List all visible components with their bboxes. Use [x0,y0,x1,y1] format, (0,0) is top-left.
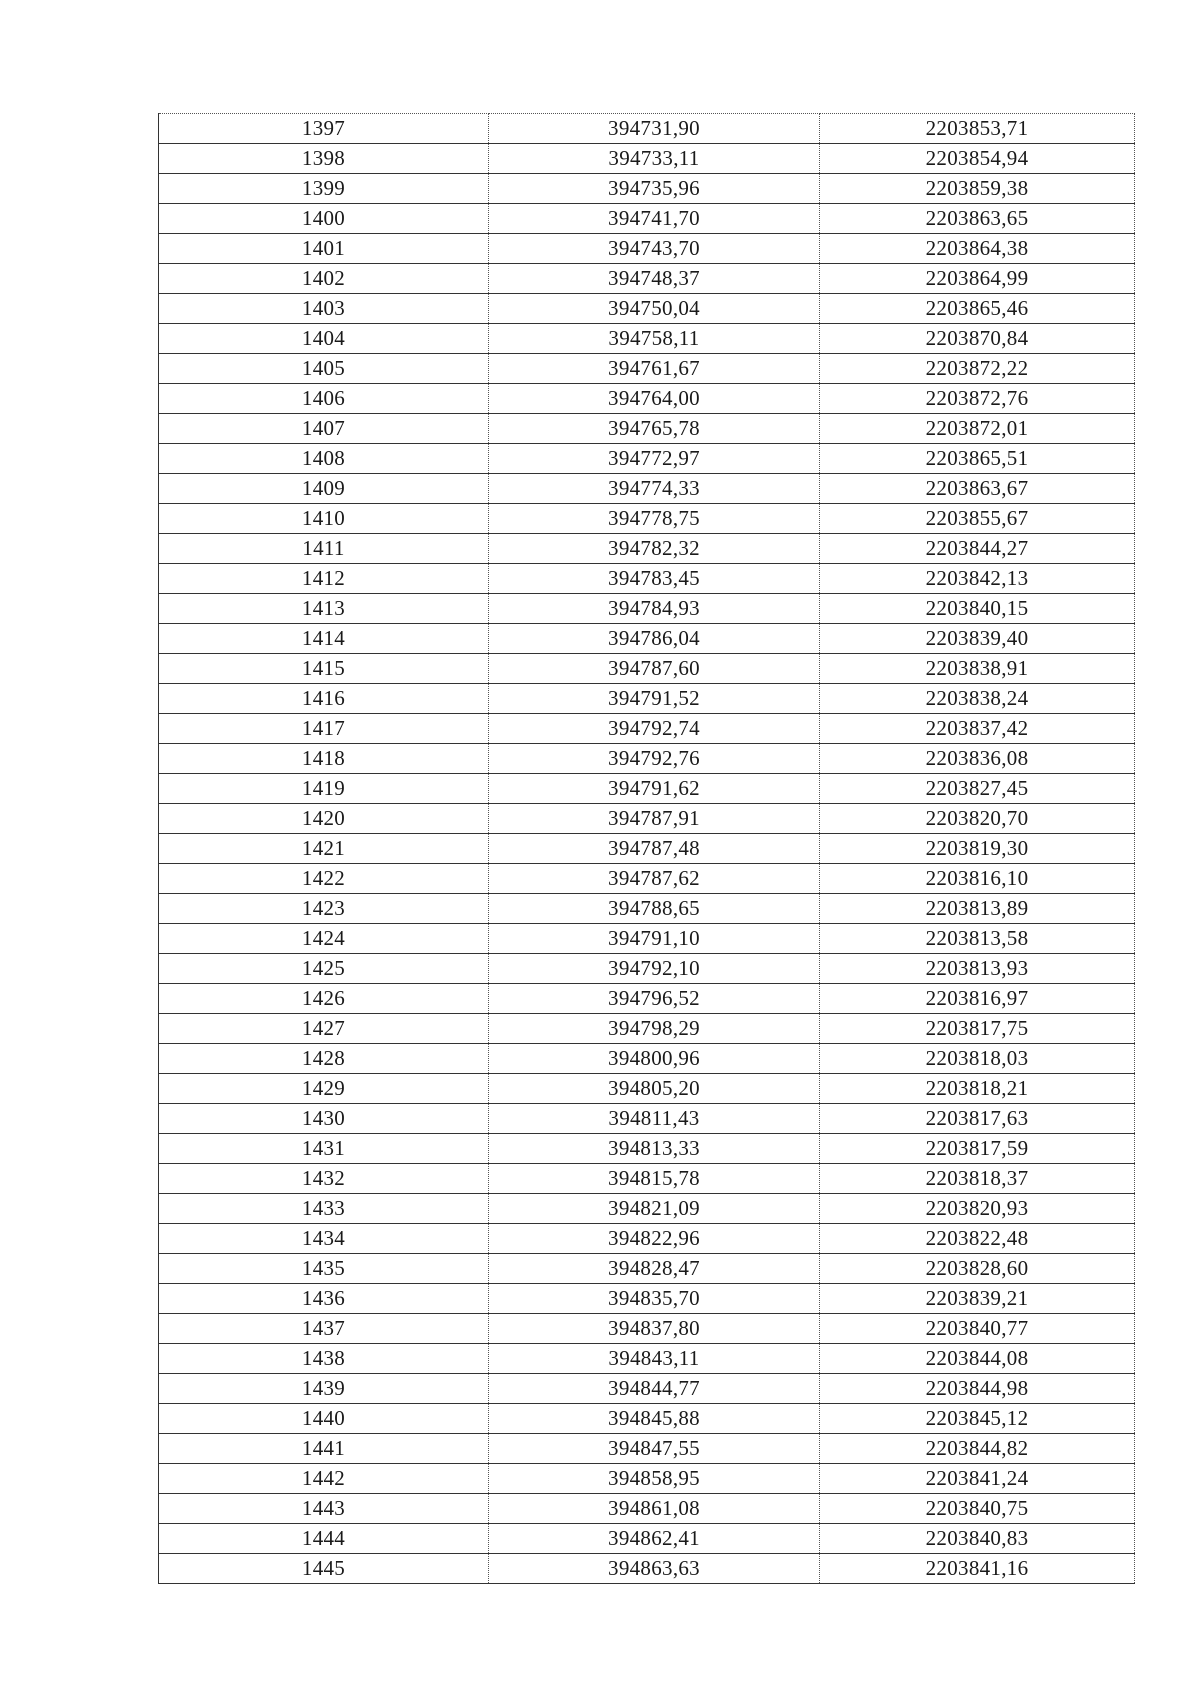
point-number-cell: 1441 [159,1434,489,1464]
x-coordinate-cell: 394792,10 [489,954,820,984]
point-number-cell: 1437 [159,1314,489,1344]
point-number-cell: 1421 [159,834,489,864]
y-coordinate-cell: 2203864,38 [820,234,1135,264]
y-coordinate-cell: 2203855,67 [820,504,1135,534]
table-row [159,864,1135,894]
point-number-cell: 1403 [159,294,489,324]
point-number-cell: 1442 [159,1464,489,1494]
table-row [159,1314,1135,1344]
x-coordinate-cell: 394765,78 [489,414,820,444]
x-coordinate-cell: 394798,29 [489,1014,820,1044]
y-coordinate-cell: 2203863,67 [820,474,1135,504]
point-number-cell: 1413 [159,594,489,624]
y-coordinate-cell: 2203818,21 [820,1074,1135,1104]
point-number-cell: 1409 [159,474,489,504]
x-coordinate-cell: 394787,62 [489,864,820,894]
point-number-cell: 1427 [159,1014,489,1044]
table-row [159,654,1135,684]
table-row [159,804,1135,834]
point-number-cell: 1414 [159,624,489,654]
point-number-cell: 1433 [159,1194,489,1224]
point-number-cell: 1404 [159,324,489,354]
y-coordinate-cell: 2203818,37 [820,1164,1135,1194]
x-coordinate-cell: 394863,63 [489,1554,820,1584]
table-row [159,1164,1135,1194]
table-row [159,354,1135,384]
point-number-cell: 1438 [159,1344,489,1374]
x-coordinate-cell: 394784,93 [489,594,820,624]
y-coordinate-cell: 2203816,97 [820,984,1135,1014]
point-number-cell: 1419 [159,774,489,804]
x-coordinate-cell: 394813,33 [489,1134,820,1164]
x-coordinate-cell: 394741,70 [489,204,820,234]
x-coordinate-cell: 394828,47 [489,1254,820,1284]
y-coordinate-cell: 2203864,99 [820,264,1135,294]
table-row [159,504,1135,534]
x-coordinate-cell: 394772,97 [489,444,820,474]
x-coordinate-cell: 394837,80 [489,1314,820,1344]
y-coordinate-cell: 2203863,65 [820,204,1135,234]
point-number-cell: 1400 [159,204,489,234]
y-coordinate-cell: 2203828,60 [820,1254,1135,1284]
table-row [159,474,1135,504]
x-coordinate-cell: 394731,90 [489,114,820,144]
y-coordinate-cell: 2203839,21 [820,1284,1135,1314]
y-coordinate-cell: 2203844,98 [820,1374,1135,1404]
point-number-cell: 1435 [159,1254,489,1284]
table-row [159,234,1135,264]
y-coordinate-cell: 2203836,08 [820,744,1135,774]
x-coordinate-cell: 394805,20 [489,1074,820,1104]
point-number-cell: 1422 [159,864,489,894]
table-row [159,174,1135,204]
table-row [159,1044,1135,1074]
y-coordinate-cell: 2203841,24 [820,1464,1135,1494]
x-coordinate-cell: 394821,09 [489,1194,820,1224]
point-number-cell: 1428 [159,1044,489,1074]
y-coordinate-cell: 2203840,83 [820,1524,1135,1554]
point-number-cell: 1431 [159,1134,489,1164]
y-coordinate-cell: 2203817,63 [820,1104,1135,1134]
y-coordinate-cell: 2203840,15 [820,594,1135,624]
table-row [159,984,1135,1014]
y-coordinate-cell: 2203838,24 [820,684,1135,714]
table-row [159,1224,1135,1254]
point-number-cell: 1418 [159,744,489,774]
x-coordinate-cell: 394835,70 [489,1284,820,1314]
table-row [159,564,1135,594]
y-coordinate-cell: 2203845,12 [820,1404,1135,1434]
table-row [159,324,1135,354]
point-number-cell: 1432 [159,1164,489,1194]
table-row [159,444,1135,474]
point-number-cell: 1425 [159,954,489,984]
table-row [159,774,1135,804]
table-row [159,114,1135,144]
x-coordinate-cell: 394758,11 [489,324,820,354]
table-row [159,1434,1135,1464]
y-coordinate-cell: 2203820,70 [820,804,1135,834]
table-row [159,1284,1135,1314]
table-row [159,924,1135,954]
coordinates-table-body [159,114,1135,1584]
table-row [159,744,1135,774]
point-number-cell: 1440 [159,1404,489,1434]
x-coordinate-cell: 394788,65 [489,894,820,924]
x-coordinate-cell: 394862,41 [489,1524,820,1554]
table-row [159,1194,1135,1224]
point-number-cell: 1406 [159,384,489,414]
y-coordinate-cell: 2203865,51 [820,444,1135,474]
point-number-cell: 1401 [159,234,489,264]
x-coordinate-cell: 394782,32 [489,534,820,564]
y-coordinate-cell: 2203841,16 [820,1554,1135,1584]
y-coordinate-cell: 2203813,89 [820,894,1135,924]
point-number-cell: 1443 [159,1494,489,1524]
y-coordinate-cell: 2203844,27 [820,534,1135,564]
y-coordinate-cell: 2203872,22 [820,354,1135,384]
point-number-cell: 1439 [159,1374,489,1404]
table-row [159,624,1135,654]
x-coordinate-cell: 394787,48 [489,834,820,864]
table-row [159,144,1135,174]
y-coordinate-cell: 2203840,75 [820,1494,1135,1524]
y-coordinate-cell: 2203813,93 [820,954,1135,984]
table-row [159,1374,1135,1404]
x-coordinate-cell: 394796,52 [489,984,820,1014]
y-coordinate-cell: 2203844,08 [820,1344,1135,1374]
point-number-cell: 1399 [159,174,489,204]
point-number-cell: 1398 [159,144,489,174]
x-coordinate-cell: 394845,88 [489,1404,820,1434]
x-coordinate-cell: 394861,08 [489,1494,820,1524]
x-coordinate-cell: 394786,04 [489,624,820,654]
y-coordinate-cell: 2203817,75 [820,1014,1135,1044]
y-coordinate-cell: 2203872,76 [820,384,1135,414]
x-coordinate-cell: 394811,43 [489,1104,820,1134]
y-coordinate-cell: 2203872,01 [820,414,1135,444]
x-coordinate-cell: 394791,62 [489,774,820,804]
table-row [159,384,1135,414]
x-coordinate-cell: 394764,00 [489,384,820,414]
table-row [159,594,1135,624]
x-coordinate-cell: 394815,78 [489,1164,820,1194]
point-number-cell: 1402 [159,264,489,294]
table-row [159,1554,1135,1584]
table-row [159,1254,1135,1284]
x-coordinate-cell: 394822,96 [489,1224,820,1254]
x-coordinate-cell: 394748,37 [489,264,820,294]
x-coordinate-cell: 394844,77 [489,1374,820,1404]
table-row [159,414,1135,444]
table-row [159,1404,1135,1434]
y-coordinate-cell: 2203840,77 [820,1314,1135,1344]
x-coordinate-cell: 394792,76 [489,744,820,774]
point-number-cell: 1397 [159,114,489,144]
table-row [159,1464,1135,1494]
x-coordinate-cell: 394778,75 [489,504,820,534]
point-number-cell: 1408 [159,444,489,474]
x-coordinate-cell: 394787,60 [489,654,820,684]
x-coordinate-cell: 394761,67 [489,354,820,384]
y-coordinate-cell: 2203816,10 [820,864,1135,894]
point-number-cell: 1444 [159,1524,489,1554]
table-row [159,264,1135,294]
point-number-cell: 1434 [159,1224,489,1254]
x-coordinate-cell: 394787,91 [489,804,820,834]
point-number-cell: 1436 [159,1284,489,1314]
y-coordinate-cell: 2203839,40 [820,624,1135,654]
point-number-cell: 1429 [159,1074,489,1104]
table-row [159,1344,1135,1374]
table-row [159,834,1135,864]
y-coordinate-cell: 2203859,38 [820,174,1135,204]
table-row [159,534,1135,564]
point-number-cell: 1415 [159,654,489,684]
x-coordinate-cell: 394743,70 [489,234,820,264]
table-row [159,1134,1135,1164]
table-row [159,954,1135,984]
table-row [159,894,1135,924]
x-coordinate-cell: 394750,04 [489,294,820,324]
point-number-cell: 1407 [159,414,489,444]
point-number-cell: 1411 [159,534,489,564]
point-number-cell: 1420 [159,804,489,834]
x-coordinate-cell: 394843,11 [489,1344,820,1374]
x-coordinate-cell: 394847,55 [489,1434,820,1464]
x-coordinate-cell: 394858,95 [489,1464,820,1494]
x-coordinate-cell: 394800,96 [489,1044,820,1074]
x-coordinate-cell: 394735,96 [489,174,820,204]
point-number-cell: 1412 [159,564,489,594]
y-coordinate-cell: 2203853,71 [820,114,1135,144]
table-row [159,1014,1135,1044]
x-coordinate-cell: 394733,11 [489,144,820,174]
point-number-cell: 1430 [159,1104,489,1134]
y-coordinate-cell: 2203842,13 [820,564,1135,594]
y-coordinate-cell: 2203837,42 [820,714,1135,744]
point-number-cell: 1445 [159,1554,489,1584]
table-row [159,1494,1135,1524]
point-number-cell: 1405 [159,354,489,384]
table-row [159,1104,1135,1134]
x-coordinate-cell: 394792,74 [489,714,820,744]
x-coordinate-cell: 394791,52 [489,684,820,714]
x-coordinate-cell: 394774,33 [489,474,820,504]
table-row [159,714,1135,744]
y-coordinate-cell: 2203819,30 [820,834,1135,864]
y-coordinate-cell: 2203822,48 [820,1224,1135,1254]
table-row [159,1074,1135,1104]
point-number-cell: 1417 [159,714,489,744]
point-number-cell: 1410 [159,504,489,534]
y-coordinate-cell: 2203870,84 [820,324,1135,354]
y-coordinate-cell: 2203854,94 [820,144,1135,174]
point-number-cell: 1424 [159,924,489,954]
point-number-cell: 1423 [159,894,489,924]
table-row [159,684,1135,714]
point-number-cell: 1416 [159,684,489,714]
coordinates-table [158,113,1135,1584]
y-coordinate-cell: 2203817,59 [820,1134,1135,1164]
point-number-cell: 1426 [159,984,489,1014]
y-coordinate-cell: 2203820,93 [820,1194,1135,1224]
y-coordinate-cell: 2203865,46 [820,294,1135,324]
x-coordinate-cell: 394791,10 [489,924,820,954]
y-coordinate-cell: 2203818,03 [820,1044,1135,1074]
y-coordinate-cell: 2203827,45 [820,774,1135,804]
y-coordinate-cell: 2203813,58 [820,924,1135,954]
table-row [159,204,1135,234]
y-coordinate-cell: 2203844,82 [820,1434,1135,1464]
table-row [159,294,1135,324]
x-coordinate-cell: 394783,45 [489,564,820,594]
table-row [159,1524,1135,1554]
y-coordinate-cell: 2203838,91 [820,654,1135,684]
